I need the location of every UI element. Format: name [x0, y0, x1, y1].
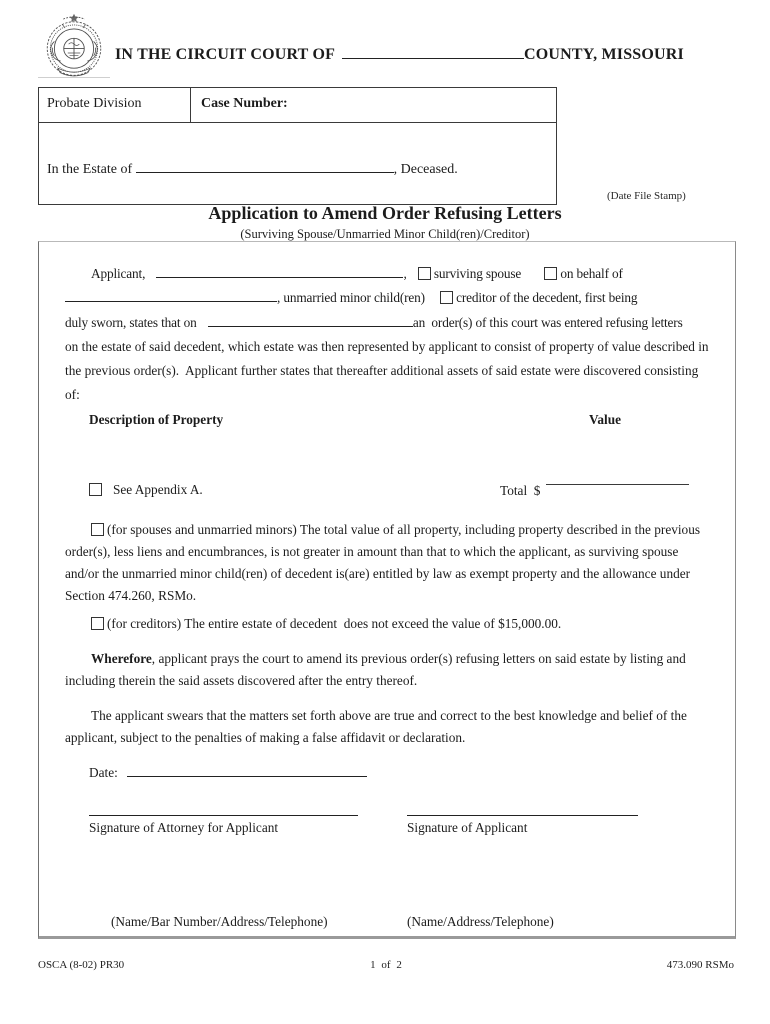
- spouses-minors-text: (for spouses and unmarried minors) The total value of all property, including property described in the previous order(s), less liens and encumbrances, is not greater in amount than that to which the applicant, as surviving spouse and/or the unmarried minor child(ren) of decedent is(are) entitled by law as exempt property and the allowance under Section 474.260, RSMo.: [65, 521, 704, 603]
- wherefore-paragraph: [65, 648, 709, 692]
- seal-underline: [38, 77, 110, 78]
- surviving-spouse-label: surviving spouse: [433, 266, 522, 281]
- court-line-suffix: COUNTY, MISSOURI: [524, 46, 684, 63]
- missouri-state-seal-icon: [38, 12, 110, 78]
- signature-hints-row: [89, 914, 709, 930]
- case-info-table: [38, 87, 557, 205]
- value-header: Value: [589, 411, 622, 427]
- applicant-signature-label: Signature of Applicant: [407, 819, 528, 835]
- order-date-field[interactable]: [208, 314, 413, 327]
- attorney-signature-label: Signature of Attorney for Applicant: [89, 819, 279, 835]
- attorney-hint-label: (Name/Bar Number/Address/Telephone): [111, 913, 328, 929]
- behalf-of-name-field[interactable]: [65, 289, 277, 302]
- property-header-row: [65, 412, 709, 436]
- form-subtitle: (Surviving Spouse/Unmarried Minor Child(ren)/Creditor): [240, 227, 530, 241]
- opening-paragraph: [65, 262, 712, 408]
- case-number-label: Case Number:: [201, 96, 288, 111]
- creditor-label: creditor of the decedent, first being: [456, 290, 638, 306]
- estate-prefix: In the Estate of: [47, 162, 133, 177]
- order-entered-label: an order(s) of this court was entered refusing letters: [412, 314, 683, 330]
- estate-row: [39, 123, 556, 178]
- page-number: 1 of 2: [370, 959, 402, 971]
- date-field[interactable]: [127, 764, 367, 777]
- form-title: Application to Amend Order Refusing Letters: [208, 203, 562, 223]
- unmarried-minor-label: , unmarried minor child(ren): [277, 290, 425, 306]
- opening-paragraph-rest: on the estate of said decedent, which estate was then represented by applicant to consist of property of value described in the previous order(s). Applicant further states that thereafter additional assets of said estate were discovered consisting of:: [65, 338, 712, 403]
- estate-suffix: , Deceased.: [393, 162, 458, 177]
- appendix-total-row: [65, 478, 709, 504]
- form-code: OSCA (8-02) PR30: [38, 959, 125, 971]
- creditors-text: (for creditors) The entire estate of decedent does not exceed the value of $15,000.00.: [107, 615, 562, 631]
- total-value-field[interactable]: [546, 474, 689, 485]
- case-number-field[interactable]: [294, 96, 556, 122]
- estate-name-field[interactable]: [136, 159, 394, 173]
- on-behalf-of-label: on behalf of: [560, 266, 623, 281]
- applicant-hint-label: (Name/Address/Telephone): [407, 913, 554, 929]
- spouses-minors-checkbox[interactable]: [91, 523, 104, 536]
- creditors-checkbox[interactable]: [91, 617, 104, 630]
- wherefore-lead: Wherefore: [91, 650, 152, 666]
- property-list-area[interactable]: [65, 436, 709, 478]
- court-line-prefix: IN THE CIRCUIT COURT OF: [115, 46, 336, 63]
- creditor-checkbox[interactable]: [440, 291, 453, 304]
- creditors-paragraph: [65, 613, 709, 635]
- spouses-minors-paragraph: [65, 519, 709, 607]
- wherefore-text: , applicant prays the court to amend its previous order(s) refusing letters on said estate by listing and including therein the said assets discovered after the entry thereof.: [65, 650, 690, 688]
- duly-sworn-label: duly sworn, states that on: [65, 314, 197, 330]
- applicant-name-field[interactable]: [156, 265, 403, 278]
- date-label: Date:: [89, 764, 118, 780]
- surviving-spouse-checkbox[interactable]: [418, 267, 431, 280]
- date-row: [89, 764, 709, 781]
- county-field[interactable]: [342, 44, 524, 59]
- see-appendix-label: See Appendix A.: [113, 481, 203, 497]
- case-table-header-row: [39, 88, 556, 123]
- signature-row: [89, 815, 709, 836]
- swears-paragraph: The applicant swears that the matters set forth above are true and correct to the best knowledge and belief of the applicant, subject to the penalties of making a false affidavit or declaration.: [65, 707, 691, 745]
- statute-reference: 473.090 RSMo: [666, 959, 734, 971]
- total-label: Total $: [500, 482, 541, 498]
- form-body-box: [38, 241, 736, 939]
- date-file-stamp-label: (Date File Stamp): [607, 190, 686, 202]
- on-behalf-of-checkbox[interactable]: [544, 267, 557, 280]
- description-of-property-header: Description of Property: [89, 411, 224, 427]
- probate-division-label: Probate Division: [39, 88, 191, 122]
- see-appendix-checkbox[interactable]: [89, 483, 102, 496]
- applicant-label: Applicant,: [91, 266, 146, 281]
- page-footer: [38, 959, 734, 971]
- court-header: [38, 10, 734, 84]
- comma: ,: [403, 266, 407, 281]
